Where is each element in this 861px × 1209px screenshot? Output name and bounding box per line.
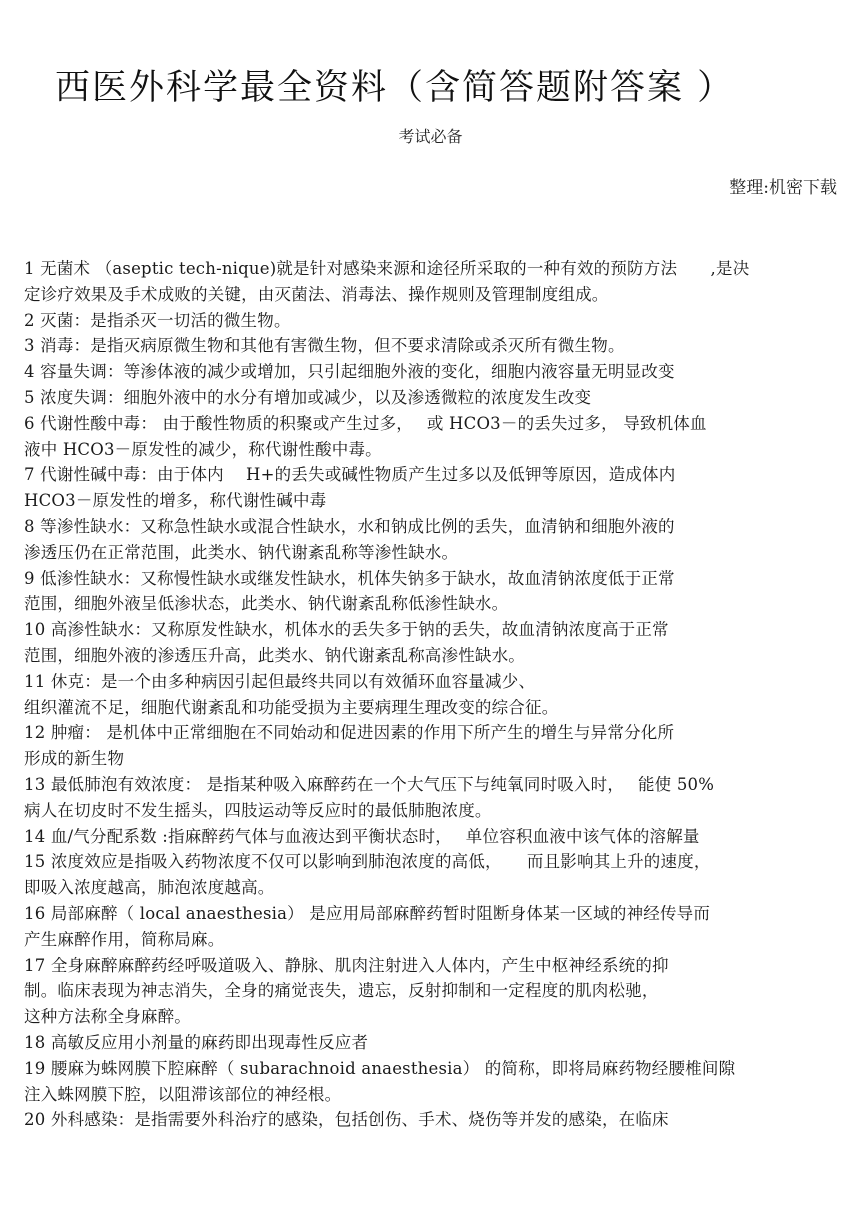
entry-text-line: 7 代谢性碱中毒：由于体内 H+的丢失或碱性物质产生过多以及低钾等原因，造成体内 — [24, 465, 676, 485]
entry-text-line: 20 外科感染：是指需要外科治疗的感染，包括创伤、手术、烧伤等并发的感染，在临床 — [24, 1110, 669, 1130]
entry-text-line: 范围，细胞外液呈低渗状态，此类水、钠代谢紊乱称低渗性缺水。 — [24, 594, 509, 614]
entry-text-line: 15 浓度效应是指吸入药物浓度不仅可以影响到肺泡浓度的高低， 而且影响其上升的速度， — [24, 852, 711, 872]
glossary-entry — [24, 772, 846, 824]
entry-text-line: 5 浓度失调：细胞外液中的水分有增加或减少，以及渗透微粒的浓度发生改变 — [24, 387, 592, 407]
document-subtitle: 考试必备 — [398, 127, 463, 146]
entry-text-line: 8 等渗性缺水：又称急性缺水或混合性缺水，水和钠成比例的丢失，血清钠和细胞外液的 — [24, 516, 675, 536]
glossary-entry — [24, 333, 846, 359]
glossary-entry — [24, 514, 846, 566]
glossary-entry — [24, 256, 846, 308]
glossary-entries — [24, 256, 846, 1133]
glossary-entry — [24, 720, 846, 772]
glossary-entry — [24, 901, 846, 953]
entry-text-line: 渗透压仍在正常范围，此类水、钠代谢紊乱称等渗性缺水。 — [24, 542, 459, 562]
glossary-entry — [24, 462, 846, 514]
entry-text-line: 制。临床表现为神志消失，全身的痛觉丧失，遗忘，反射抑制和一定程度的肌肉松驰， — [24, 981, 659, 1001]
glossary-entry — [24, 824, 846, 850]
glossary-entry — [24, 566, 846, 618]
glossary-entry — [24, 953, 846, 1030]
entry-text-line: 注入蛛网膜下腔，以阻滞该部位的神经根。 — [24, 1084, 342, 1104]
entry-text-line: 10 高渗性缺水：又称原发性缺水，机体水的丢失多于钠的丢失，故血清钠浓度高于正常 — [24, 620, 669, 640]
entry-text-line: 即吸入浓度越高，肺泡浓度越高。 — [24, 878, 275, 898]
entry-text-line: 4 容量失调：等渗体液的减少或增加，只引起细胞外液的变化，细胞内液容量无明显改变 — [24, 362, 675, 382]
glossary-entry — [24, 411, 846, 463]
glossary-entry — [24, 359, 846, 385]
entry-text-line: 19 腰麻为蛛网膜下腔麻醉（ subarachnoid anaesthesia） 的简称，即将局麻药物经腰椎间隙 — [24, 1058, 736, 1078]
glossary-entry — [24, 1107, 846, 1133]
glossary-entry — [24, 669, 846, 721]
entry-text-line: 定诊疗效果及手术成败的关键，由灭菌法、消毒法、操作规则及管理制度组成。 — [24, 284, 609, 304]
entry-text-line: HCO3－原发性的增多，称代谢性碱中毒 — [24, 491, 327, 511]
entry-text-line: 17 全身麻醉麻醉药经呼吸道吸入、静脉、肌肉注射进入人体内，产生中枢神经系统的抑 — [24, 955, 669, 975]
entry-text-line: 组织灌流不足，细胞代谢紊乱和功能受损为主要病理生理改变的综合征。 — [24, 697, 559, 717]
entry-text-line: 病人在切皮时不发生摇头，四肢运动等反应时的最低肺胞浓度。 — [24, 800, 492, 820]
entry-text-line: 形成的新生物 — [24, 749, 125, 769]
entry-text-line: 液中 HCO3－原发性的减少，称代谢性酸中毒。 — [24, 439, 382, 459]
entry-text-line: 11 休克：是一个由多种病因引起但最终共同以有效循环血容量减少、 — [24, 671, 536, 691]
glossary-entry — [24, 385, 846, 411]
glossary-entry — [24, 1056, 846, 1108]
glossary-entry — [24, 849, 846, 901]
entry-text-line: 2 灭菌：是指杀灭一切活的微生物。 — [24, 310, 291, 330]
organizer-credit: 整理:机密下载 — [729, 178, 837, 198]
entry-text-line: 12 肿瘤： 是机体中正常细胞在不同始动和促进因素的作用下所产生的增生与异常分化所 — [24, 723, 675, 743]
entry-text-line: 13 最低肺泡有效浓度： 是指某种吸入麻醉药在一个大气压下与纯氧同时吸入时， 能使 50% — [24, 774, 715, 794]
entry-text-line: 范围，细胞外液的渗透压升高，此类水、钠代谢紊乱称高渗性缺水。 — [24, 645, 525, 665]
entry-text-line: 9 低渗性缺水：又称慢性缺水或继发性缺水，机体失钠多于缺水，故血清钠浓度低于正常 — [24, 568, 675, 588]
entry-text-line: 1 无菌术 （aseptic tech-nique)就是针对感染来源和途径所采取的一种有效的预防方法 ,是决 — [24, 259, 750, 278]
entry-text-line: 18 高敏反应用小剂量的麻药即出现毒性反应者 — [24, 1032, 369, 1052]
document-title: 西医外科学最全资料（含简答题附答案 ） — [55, 68, 735, 108]
entry-text-line: 3 消毒：是指灭病原微生物和其他有害微生物，但不要求清除或杀灭所有微生物。 — [24, 336, 625, 356]
glossary-entry — [24, 308, 846, 334]
glossary-entry — [24, 1030, 846, 1056]
glossary-entry — [24, 617, 846, 669]
entry-text-line: 16 局部麻醉（ local anaesthesia） 是应用局部麻醉药暂时阻断身体某一区域的神经传导而 — [24, 903, 711, 923]
entry-text-line: 产生麻醉作用，简称局麻。 — [24, 929, 225, 949]
entry-text-line: 6 代谢性酸中毒： 由于酸性物质的积聚或产生过多， 或 HCO3－的丢失过多， 导致机体血 — [24, 413, 707, 433]
entry-text-line: 14 血/气分配系数 :指麻醉药气体与血液达到平衡状态时， 单位容积血液中该气体的溶解量 — [24, 826, 700, 846]
entry-text-line: 这种方法称全身麻醉。 — [24, 1007, 191, 1027]
